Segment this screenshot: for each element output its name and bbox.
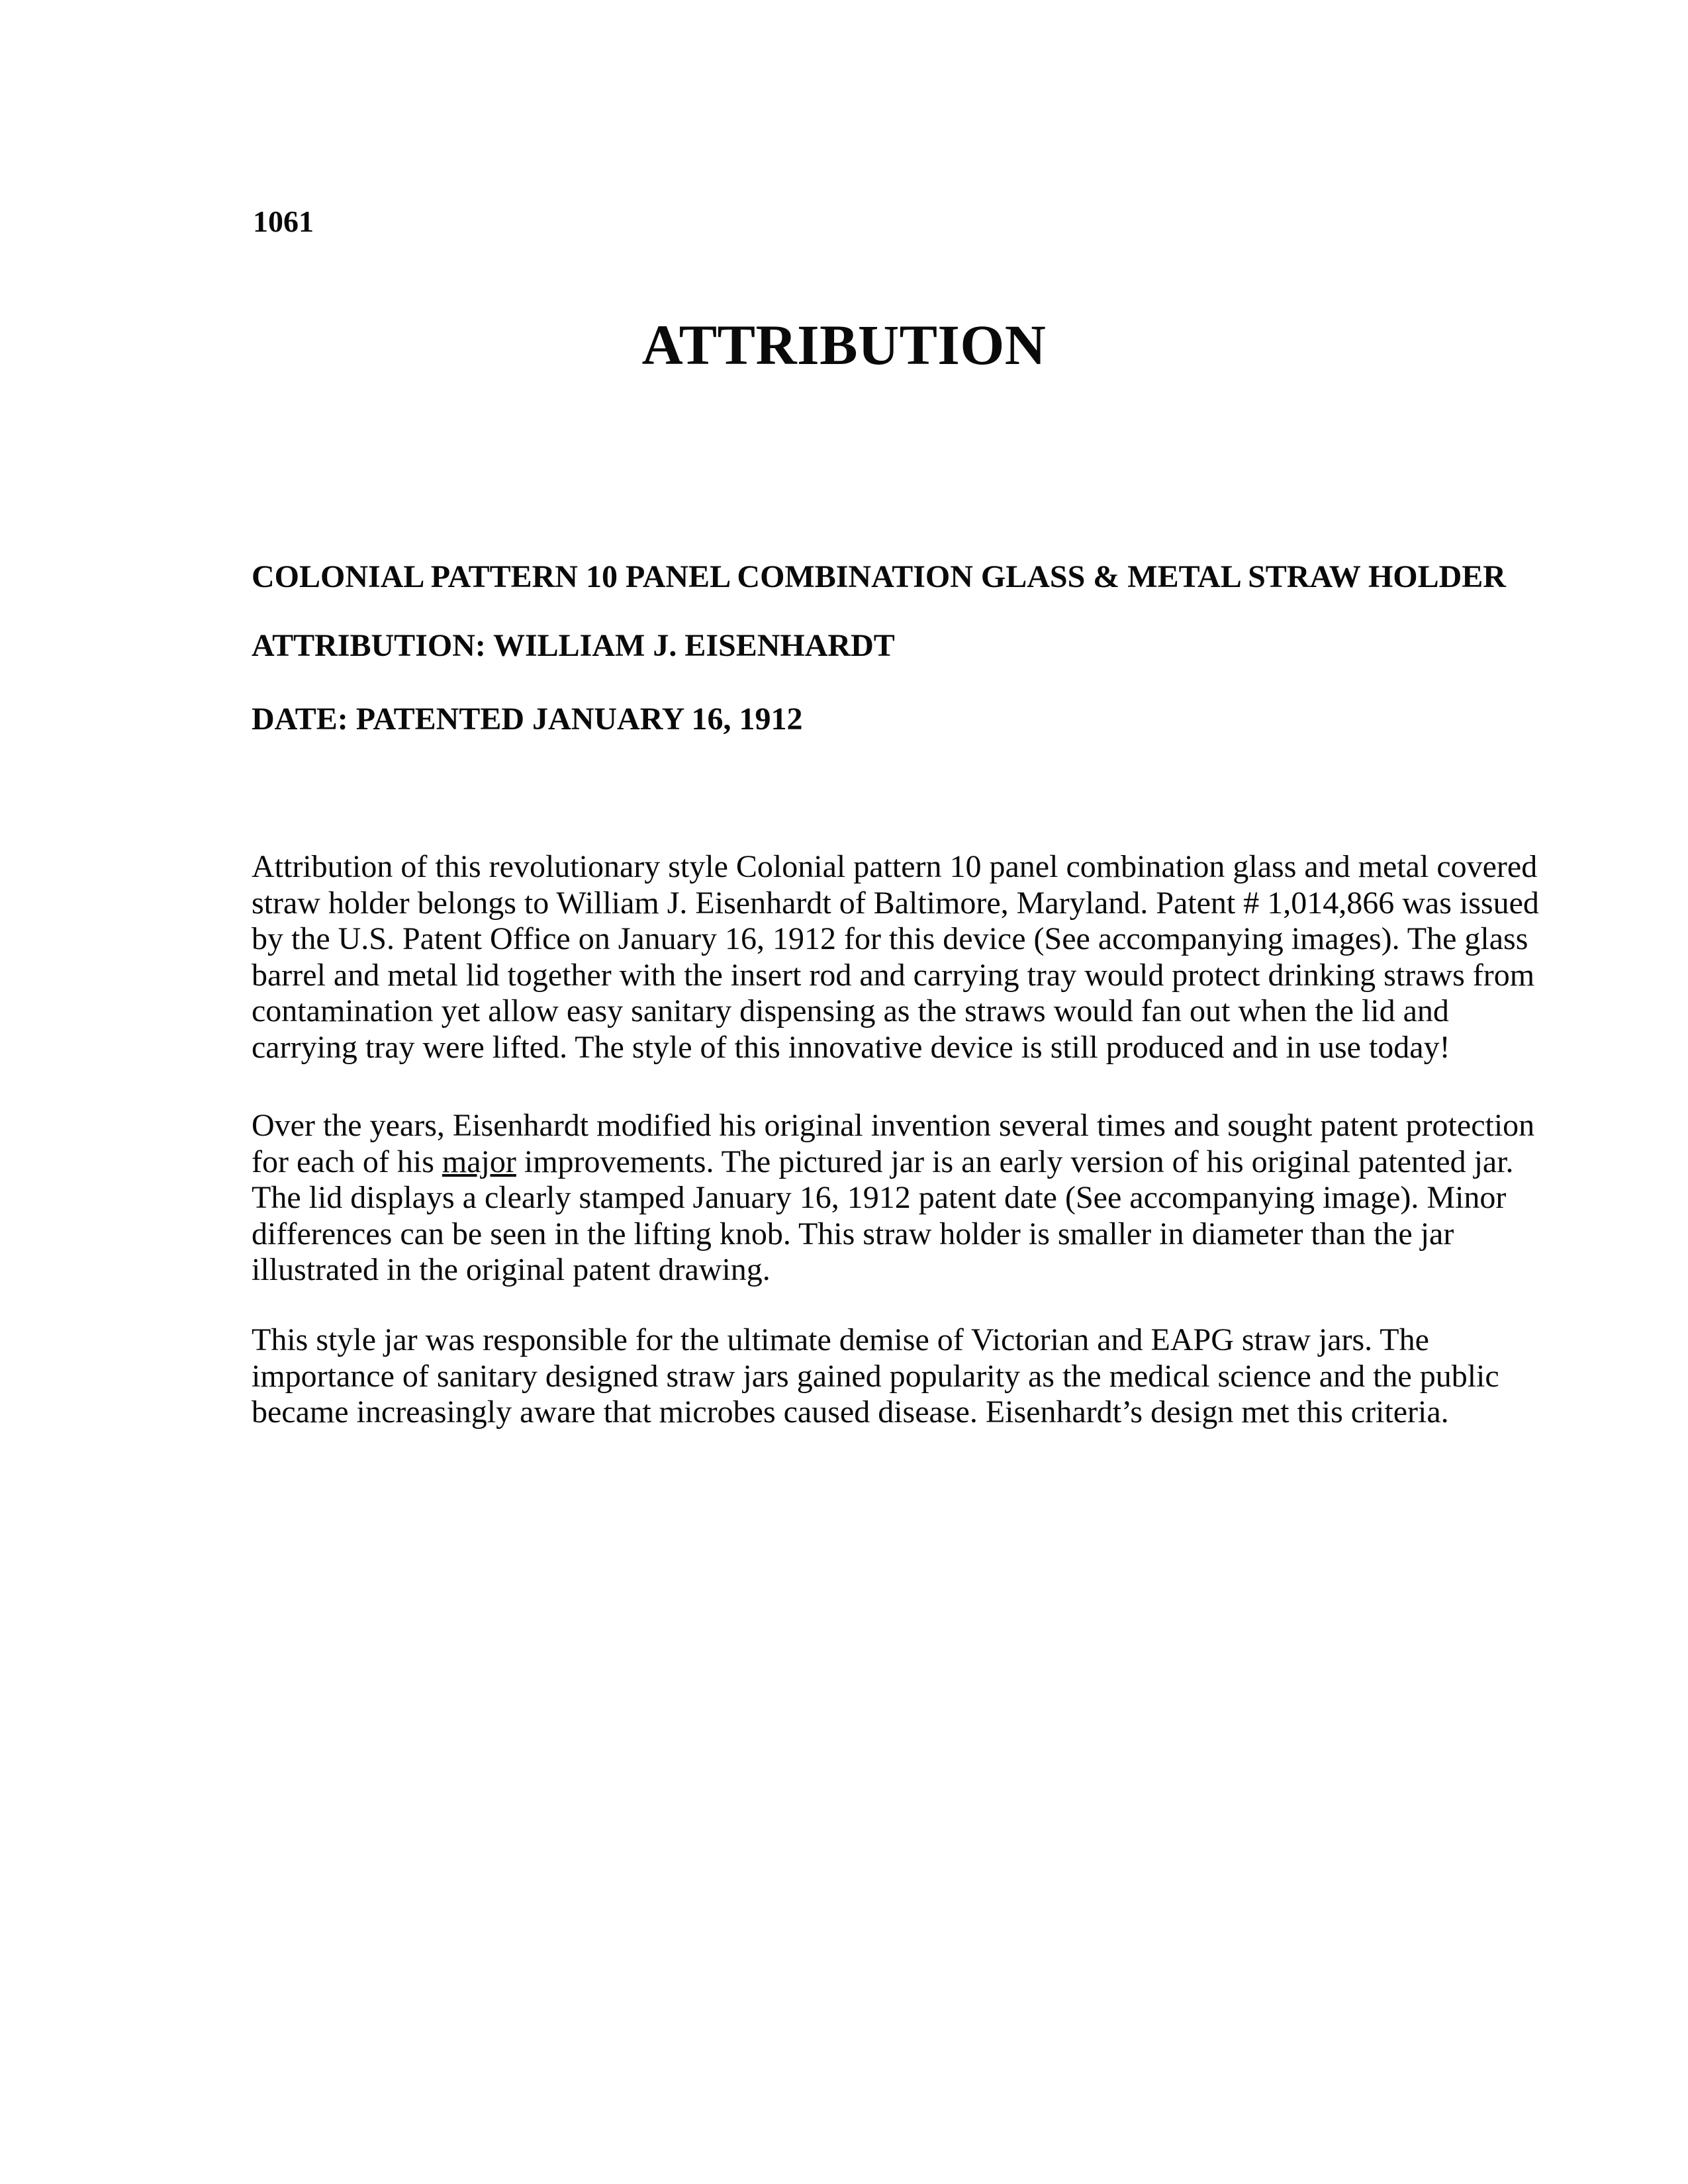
- paragraph-line: carrying tray were lifted. The style of this innovative device is still produced and in use today!: [252, 1029, 1450, 1065]
- paragraph-line: This style jar was responsible for the ultimate demise of Victorian and EAPG straw jars. The: [252, 1322, 1429, 1357]
- underlined-word: major: [442, 1144, 516, 1179]
- paragraph-line: barrel and metal lid together with the insert rod and carrying tray would protect drinking straws from: [252, 957, 1535, 993]
- date-heading: DATE: PATENTED JANUARY 16, 1912: [252, 702, 803, 737]
- paragraph-attribution: [252, 849, 1549, 1066]
- paragraph-line: differences can be seen in the lifting knob. This straw holder is smaller in diameter than the jar: [252, 1216, 1454, 1251]
- text-segment: for each of his: [252, 1144, 442, 1179]
- attribution-heading: ATTRIBUTION: WILLIAM J. EISENHARDT: [252, 628, 895, 663]
- paragraph-line: straw holder belongs to William J. Eisenhardt of Baltimore, Maryland. Patent # 1,014,866 was issued: [252, 885, 1539, 921]
- paragraph-modifications: [252, 1108, 1549, 1289]
- page-number: 1061: [253, 205, 314, 238]
- paragraph-line: illustrated in the original patent drawing.: [252, 1252, 771, 1287]
- paragraph-legacy: [252, 1322, 1549, 1431]
- paragraph-line: importance of sanitary designed straw jars gained popularity as the medical science and the public: [252, 1358, 1499, 1394]
- paragraph-line: Attribution of this revolutionary style Colonial pattern 10 panel combination glass and metal covered: [252, 849, 1538, 884]
- paragraph-line: [252, 1144, 1549, 1181]
- page-title: ATTRIBUTION: [641, 313, 1047, 377]
- item-heading: COLONIAL PATTERN 10 PANEL COMBINATION GLASS & METAL STRAW HOLDER: [252, 559, 1506, 594]
- paragraph-line: Over the years, Eisenhardt modified his original invention several times and sought patent protection: [252, 1108, 1535, 1143]
- paragraph-line: became increasingly aware that microbes caused disease. Eisenhardt’s design met this criteria.: [252, 1394, 1449, 1430]
- paragraph-line: contamination yet allow easy sanitary dispensing as the straws would fan out when the lid and: [252, 993, 1449, 1028]
- paragraph-line: The lid displays a clearly stamped January 16, 1912 patent date (See accompanying image). Minor: [252, 1180, 1507, 1215]
- paragraph-line: by the U.S. Patent Office on January 16, 1912 for this device (See accompanying images). The glass: [252, 921, 1528, 956]
- text-segment: improvements. The pictured jar is an early version of his original patented jar.: [516, 1144, 1514, 1179]
